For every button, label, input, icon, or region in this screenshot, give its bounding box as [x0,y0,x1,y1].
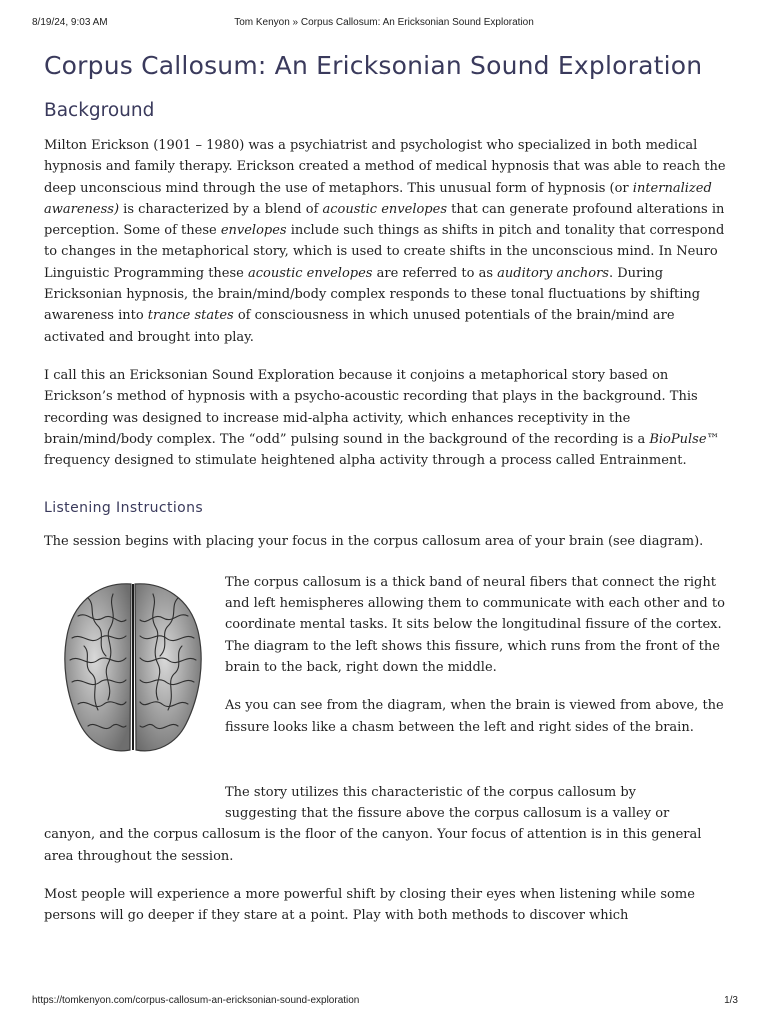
background-paragraph-1: Milton Erickson (1901 – 1980) was a psychiatrist and psychologist who specialized in both medical hypnosis and family therapy. Erickson created a method of medical hypnosis that was able to reach the deep unconscious mind through the use of metaphors. This unusual form of hypnosis (or internalized awareness) is characterized by a blend of acoustic envelopes that can generate profound alterations in perception. Some of these envelopes include such things as shifts in pitch and tonality that correspond to changes in the metaphorical story, which is used to create shifts in the unconscious mind. In Neuro Linguistic Programming these acoustic envelopes are referred to as auditory anchors. During Ericksonian hypnosis, the brain/mind/body complex responds to these tonal fluctuations by shifting awareness into trance states of consciousness in which unused potentials of the brain/mind are activated and brought into play. [44,138,726,345]
print-footer [0,995,768,1009]
print-url: https://tomkenyon.com/corpus-callosum-an-ericksonian-sound-exploration [32,995,360,1006]
listening-instructions-heading: Listening Instructions [44,500,204,517]
corpus-callosum-description [225,572,725,738]
page-number: 1/3 [724,995,738,1006]
listening-paragraph-1: The session begins with placing your focus in the corpus callosum area of your brain (see diagram). [44,534,704,550]
listening-paragraph-2: The story utilizes this characteristic of the corpus callosum by suggesting that the fissure above the corpus callosum is a valley or canyon, and the corpus callosum is the floor of the canyon. Your focus of attention is in this general area throughout the session. [44,784,702,864]
print-header [0,17,768,31]
print-datetime: 8/19/24, 9:03 AM [32,17,108,28]
brain-diagram-image [58,576,208,756]
brain-figure-row [44,572,734,772]
article [44,48,734,927]
side-paragraph-2: As you can see from the diagram, when the brain is viewed from above, the fissure looks like a chasm between the left and right sides of the brain. [225,698,724,735]
listening-paragraph-3: Most people will experience a more powerful shift by closing their eyes when listening while some persons will go deeper if they stare at a point. Play with both methods to discover which [44,886,695,924]
background-heading: Background [44,100,155,121]
background-paragraph-2: I call this an Ericksonian Sound Exploration because it conjoins a metaphorical story based on Erickson’s method of hypnosis with a psycho-acoustic recording that plays in the background. This recording was designed to increase mid-alpha activity, which enhances receptivity in the brain/mind/body complex. The “odd” pulsing sound in the background of the recording is a BioPulse™ frequency designed to stimulate heightened alpha activity through a process called Entrainment. [44,367,720,469]
page-title: Corpus Callosum: An Ericksonian Sound Exploration [44,51,703,80]
print-doc-title: Tom Kenyon » Corpus Callosum: An Ericksonian Sound Exploration [234,17,534,28]
side-paragraph-1: The corpus callosum is a thick band of neural fibers that connect the right and left hemispheres allowing them to communicate with each other and to coordinate mental tasks. It sits below the longitudinal fissure of the cortex. The diagram to the left shows this fissure, which runs from the front of the brain to the back, right down the middle. [225,574,725,675]
